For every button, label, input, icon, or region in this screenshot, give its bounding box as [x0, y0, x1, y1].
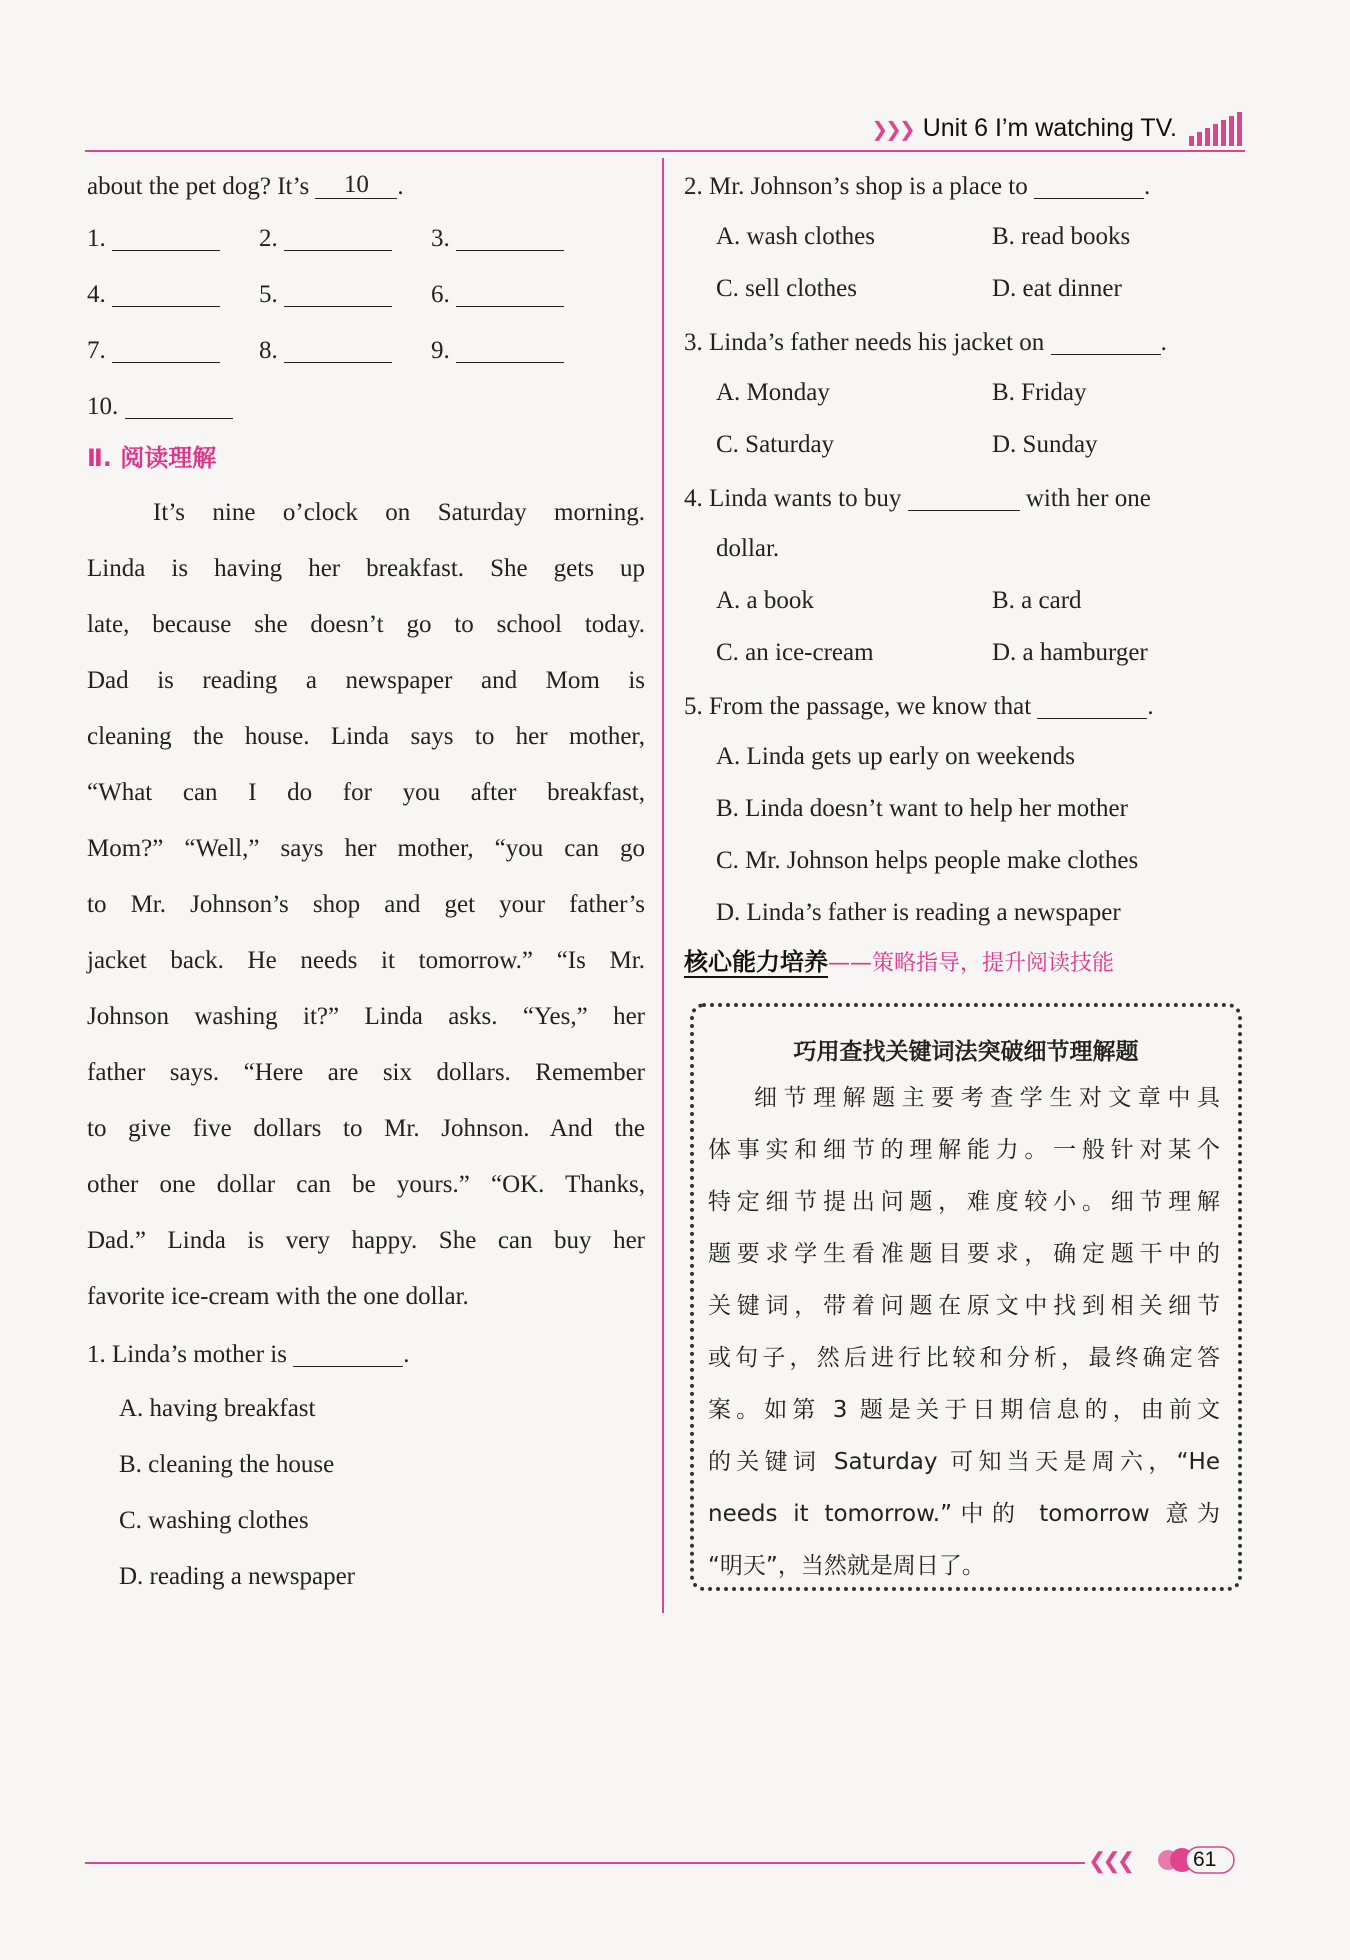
option[interactable]: D. Linda’s father is reading a newspaper [716, 899, 1121, 926]
blank-item: 9. [431, 336, 564, 363]
answer-blank[interactable] [125, 392, 233, 419]
tip-line: 的关键词 Saturday 可知当天是周六，“He [708, 1449, 1220, 1475]
blank-item: 8. [259, 336, 392, 363]
footer-rule [85, 1862, 1085, 1864]
option[interactable]: D. reading a newspaper [119, 1563, 356, 1590]
passage-line: “What can I do for you after breakfast, [87, 779, 645, 806]
passage-line: It’s nine o’clock on Saturday morning. [153, 499, 645, 526]
tip-line: 关键词，带着问题在原文中找到相关细节 [708, 1293, 1220, 1319]
option[interactable]: A. Monday [716, 379, 830, 406]
question-1: 1. Linda’s mother is . [87, 1341, 410, 1368]
option[interactable]: C. washing clothes [119, 1507, 309, 1534]
blank-item: 1. [87, 224, 220, 251]
tip-line: 特定细节提出问题，难度较小。细节理解 [708, 1189, 1220, 1215]
option[interactable]: B. read books [992, 223, 1131, 250]
option[interactable]: B. a card [992, 587, 1082, 614]
option[interactable]: D. a hamburger [992, 639, 1148, 666]
passage-line: Mom?” “Well,” says her mother, “you can go [87, 835, 645, 862]
blank-item: 3. [431, 224, 564, 251]
tip-line: 或句子，然后进行比较和分析，最终确定答 [708, 1345, 1220, 1371]
option[interactable]: B. Linda doesn’t want to help her mother [716, 795, 1128, 822]
blank-item: 4. [87, 280, 220, 307]
option[interactable]: B. cleaning the house [119, 1451, 335, 1478]
header-rule [85, 150, 1245, 152]
option[interactable]: B. Friday [992, 379, 1087, 406]
passage-line: Dad.” Linda is very happy. She can buy her [87, 1227, 645, 1254]
blank-item: 6. [431, 280, 564, 307]
tip-line: needs it tomorrow.”中的 tomorrow 意为 [708, 1501, 1220, 1527]
answer-blank[interactable] [456, 336, 564, 363]
tip-line: 体事实和细节的理解能力。一般针对某个 [708, 1137, 1220, 1163]
blank-item: 10. [87, 392, 233, 419]
option[interactable]: D. eat dinner [992, 275, 1122, 302]
question-2: 2. Mr. Johnson’s shop is a place to . [684, 173, 1151, 200]
blank-item: 2. [259, 224, 392, 251]
signal-bars-icon [1187, 110, 1245, 148]
arrow-decoration-icon: ❮❮❮ [1088, 1848, 1132, 1873]
passage-line: father says. “Here are six dollars. Remember [87, 1059, 645, 1086]
passage-line: to Mr. Johnson’s shop and get your father’s [87, 891, 645, 918]
option[interactable]: C. Saturday [716, 431, 835, 458]
blank-item: 7. [87, 336, 220, 363]
option[interactable]: D. Sunday [992, 431, 1098, 458]
answer-blank[interactable] [284, 224, 392, 251]
passage-line: Dad is reading a newspaper and Mom is [87, 667, 645, 694]
answer-blank[interactable] [1034, 172, 1144, 199]
answer-blank[interactable] [908, 484, 1020, 511]
passage-line: Linda is having her breakfast. She gets up [87, 555, 645, 582]
intro-line: about the pet dog? It’s 10 . [87, 171, 404, 200]
tip-box [690, 1003, 1242, 1591]
answer-blank[interactable] [284, 280, 392, 307]
option[interactable]: C. an ice-cream [716, 639, 874, 666]
unit-title: ❯❯❯ Unit 6 I’m watching TV. [871, 114, 1177, 142]
option[interactable]: C. Mr. Johnson helps people make clothes [716, 847, 1139, 874]
answer-blank[interactable] [456, 224, 564, 251]
answer-blank[interactable] [293, 1340, 403, 1367]
page-number: 61 [1193, 1848, 1217, 1871]
tip-line: 案。如第 3 题是关于日期信息的，由前文 [708, 1397, 1220, 1423]
option[interactable]: A. Linda gets up early on weekends [716, 743, 1075, 770]
passage-line: favorite ice-cream with the one dollar. [87, 1283, 469, 1310]
core-section-heading: 核心能力培养——策略指导，提升阅读技能 [684, 948, 1115, 976]
passage-line: cleaning the house. Linda says to her mother, [87, 723, 645, 750]
section-title: Ⅱ. 阅读理解 [87, 444, 217, 472]
answer-blank[interactable] [112, 224, 220, 251]
answer-blank[interactable] [456, 280, 564, 307]
option[interactable]: A. wash clothes [716, 223, 875, 250]
answer-blank[interactable] [112, 280, 220, 307]
option[interactable]: A. having breakfast [119, 1395, 316, 1422]
passage-line: late, because she doesn’t go to school today. [87, 611, 645, 638]
page-header [85, 108, 1245, 152]
blank-item: 5. [259, 280, 392, 307]
answer-blank[interactable] [1037, 692, 1147, 719]
tip-line: “明天”，当然就是周日了。 [708, 1553, 985, 1579]
passage-line: to give five dollars to Mr. Johnson. And the [87, 1115, 645, 1142]
tip-line: 细节理解题主要考查学生对文章中具 [754, 1085, 1220, 1111]
question-3: 3. Linda’s father needs his jacket on . [684, 329, 1167, 356]
answer-blank[interactable]: 10 [315, 172, 397, 199]
passage-line: Johnson washing it?” Linda asks. “Yes,” her [87, 1003, 645, 1030]
passage-line: jacket back. He needs it tomorrow.” “Is Mr. [87, 947, 645, 974]
arrow-decoration-icon: ❯❯❯ [871, 119, 913, 141]
answer-blank[interactable] [112, 336, 220, 363]
passage-line: other one dollar can be yours.” “OK. Thanks, [87, 1171, 645, 1198]
tip-line: 题要求学生看准题目要求，确定题干中的 [708, 1241, 1220, 1267]
answer-blank[interactable] [284, 336, 392, 363]
question-5: 5. From the passage, we know that . [684, 693, 1154, 720]
column-divider [662, 158, 664, 1613]
tip-title: 巧用查找关键词法突破细节理解题 [793, 1039, 1139, 1065]
answer-blank[interactable] [1051, 328, 1161, 355]
option[interactable]: C. sell clothes [716, 275, 857, 302]
question-4-cont: dollar. [716, 535, 780, 562]
question-4: 4. Linda wants to buy with her one [684, 485, 1151, 512]
option[interactable]: A. a book [716, 587, 814, 614]
